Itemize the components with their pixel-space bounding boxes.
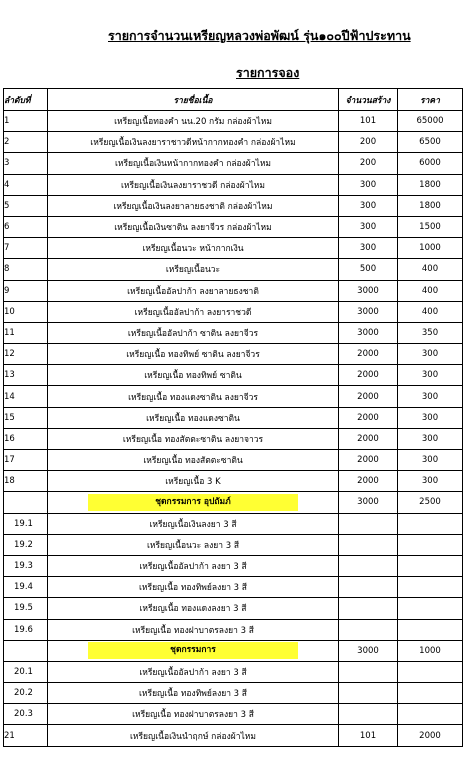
document-subtitle: รายการจอง	[236, 65, 300, 80]
item-quantity: 300	[339, 174, 398, 195]
table-section-row	[4, 640, 463, 661]
row-number: 15	[4, 407, 48, 428]
table-row	[4, 259, 463, 280]
item-name: เหรียญเนื้อ ทองสัตตะซาติน	[48, 450, 339, 471]
item-quantity: 2000	[339, 407, 398, 428]
table-row	[4, 683, 463, 704]
table-row	[4, 344, 463, 365]
item-quantity: 101	[339, 111, 398, 132]
row-number: 4	[4, 174, 48, 195]
row-number: 19.5	[4, 598, 48, 619]
item-quantity: 3000	[339, 322, 398, 343]
row-number: 19.4	[4, 577, 48, 598]
document-title: รายการจำนวนเหรียญหลวงพ่อพัฒน์ รุ่น๑๐๐ปีฟ้าประทาน	[108, 28, 411, 43]
row-number: 5	[4, 195, 48, 216]
item-name: เหรียญเนื้อ 3 K	[48, 471, 339, 492]
item-name: เหรียญเนื้อเงินลงยาราชวดี กล่องผ้าไหม	[48, 174, 339, 195]
section-label: ชุดกรรมการ อุปถัมภ์	[88, 494, 298, 511]
item-price: 1000	[398, 238, 463, 259]
row-number: 14	[4, 386, 48, 407]
table-header-row	[4, 89, 463, 111]
table-row	[4, 619, 463, 640]
item-quantity: 500	[339, 259, 398, 280]
item-name: เหรียญเนื้ออัลปาก้า ลงยา 3 สี	[48, 661, 339, 682]
item-name: เหรียญเนื้อ ทองแดงซาติน ลงยาจีวร	[48, 386, 339, 407]
row-number: 19.6	[4, 619, 48, 640]
item-price: 1800	[398, 195, 463, 216]
item-price: 400	[398, 280, 463, 301]
header-number: ลำดับที่	[4, 89, 48, 111]
item-name: เหรียญเนื้อ ทองฝาบาตรลงยา 3 สี	[48, 704, 339, 725]
row-number	[4, 492, 48, 513]
table-row	[4, 216, 463, 237]
item-quantity: 101	[339, 725, 398, 746]
row-number: 20.3	[4, 704, 48, 725]
item-name: เหรียญเนื้อเงินหน้ากากทองคำ กล่องผ้าไหม	[48, 153, 339, 174]
item-quantity	[339, 619, 398, 640]
item-name: เหรียญเนื้อ ทองทิพย์ ซาติน ลงยาจีวร	[48, 344, 339, 365]
table-row	[4, 555, 463, 576]
item-name: เหรียญเนื้อ ทองทิพย์ ซาติน	[48, 365, 339, 386]
item-name: เหรียญเนื้อนวะ	[48, 259, 339, 280]
item-quantity: 2000	[339, 471, 398, 492]
row-number: 13	[4, 365, 48, 386]
row-number: 18	[4, 471, 48, 492]
item-price: 1800	[398, 174, 463, 195]
item-quantity: 3000	[339, 280, 398, 301]
section-cell	[48, 492, 339, 513]
row-number: 2	[4, 132, 48, 153]
table-row	[4, 471, 463, 492]
item-price: 300	[398, 428, 463, 449]
row-number: 19.2	[4, 534, 48, 555]
item-quantity: 3000	[339, 301, 398, 322]
item-name: เหรียญเนื้ออัลปาก้า ซาติน ลงยาจีวร	[48, 322, 339, 343]
item-quantity: 300	[339, 238, 398, 259]
table-row	[4, 513, 463, 534]
item-name: เหรียญเนื้อเงินลงยา 3 สี	[48, 513, 339, 534]
item-price: 2500	[398, 492, 463, 513]
item-name: เหรียญเนื้อ ทองฝาบาตรลงยา 3 สี	[48, 619, 339, 640]
item-price: 400	[398, 259, 463, 280]
item-price: 300	[398, 407, 463, 428]
item-price: 6000	[398, 153, 463, 174]
table-row	[4, 428, 463, 449]
table-row	[4, 577, 463, 598]
item-price: 1500	[398, 216, 463, 237]
row-number: 6	[4, 216, 48, 237]
item-price	[398, 577, 463, 598]
item-price	[398, 683, 463, 704]
table-row	[4, 450, 463, 471]
table-row	[4, 280, 463, 301]
item-quantity	[339, 598, 398, 619]
table-row	[4, 598, 463, 619]
item-quantity: 300	[339, 216, 398, 237]
item-price: 300	[398, 471, 463, 492]
item-price	[398, 598, 463, 619]
item-price: 300	[398, 365, 463, 386]
row-number: 10	[4, 301, 48, 322]
item-quantity	[339, 513, 398, 534]
header-quantity: จำนวนสร้าง	[339, 89, 398, 111]
table-row	[4, 111, 463, 132]
item-name: เหรียญเนื้อนวะ ลงยา 3 สี	[48, 534, 339, 555]
item-quantity	[339, 577, 398, 598]
row-number: 7	[4, 238, 48, 259]
table-row	[4, 386, 463, 407]
item-price: 6500	[398, 132, 463, 153]
row-number: 16	[4, 428, 48, 449]
item-price: 350	[398, 322, 463, 343]
table-section-row	[4, 492, 463, 513]
item-quantity	[339, 661, 398, 682]
item-price	[398, 555, 463, 576]
row-number: 20.2	[4, 683, 48, 704]
row-number	[4, 640, 48, 661]
item-name: เหรียญเนื้อ ทองทิพย์ลงยา 3 สี	[48, 683, 339, 704]
medal-list-table	[3, 88, 463, 747]
item-name: เหรียญเนื้ออัลปาก้า ลงยาลายธงชาติ	[48, 280, 339, 301]
row-number: 8	[4, 259, 48, 280]
item-quantity: 200	[339, 132, 398, 153]
item-price: 2000	[398, 725, 463, 746]
item-name: เหรียญเนื้อนวะ หน้ากากเงิน	[48, 238, 339, 259]
item-quantity: 200	[339, 153, 398, 174]
item-quantity: 2000	[339, 386, 398, 407]
item-quantity	[339, 704, 398, 725]
row-number: 12	[4, 344, 48, 365]
item-name: เหรียญเนื้อเงินซาติน ลงยาจีวร กล่องผ้าไหม	[48, 216, 339, 237]
section-label: ชุดกรรมการ	[88, 642, 298, 659]
item-name: เหรียญเนื้อทองคำ นน.20 กรัม กล่องผ้าไหม	[48, 111, 339, 132]
item-name: เหรียญเนื้อ ทองสัตตะซาติน ลงยาจาวร	[48, 428, 339, 449]
row-number: 19.3	[4, 555, 48, 576]
row-number: 21	[4, 725, 48, 746]
item-name: เหรียญเนื้อ ทองแดงลงยา 3 สี	[48, 598, 339, 619]
table-row	[4, 301, 463, 322]
row-number: 11	[4, 322, 48, 343]
section-cell	[48, 640, 339, 661]
row-number: 19.1	[4, 513, 48, 534]
table-row	[4, 725, 463, 746]
item-quantity	[339, 555, 398, 576]
item-quantity	[339, 534, 398, 555]
item-quantity	[339, 683, 398, 704]
row-number: 9	[4, 280, 48, 301]
table-row	[4, 238, 463, 259]
item-quantity: 3000	[339, 640, 398, 661]
table-row	[4, 322, 463, 343]
table-row	[4, 195, 463, 216]
item-quantity: 2000	[339, 450, 398, 471]
table-row	[4, 132, 463, 153]
table-row	[4, 534, 463, 555]
item-name: เหรียญเนื้อเงินลงยาลายธงชาติ กล่องผ้าไหม	[48, 195, 339, 216]
item-price	[398, 619, 463, 640]
item-quantity: 2000	[339, 344, 398, 365]
item-price: 300	[398, 344, 463, 365]
item-price: 1000	[398, 640, 463, 661]
item-price	[398, 513, 463, 534]
item-price: 400	[398, 301, 463, 322]
row-number: 3	[4, 153, 48, 174]
table-row	[4, 365, 463, 386]
item-price: 300	[398, 386, 463, 407]
item-quantity: 300	[339, 195, 398, 216]
item-name: เหรียญเนื้ออัลปาก้า ลงยาราชวดี	[48, 301, 339, 322]
table-row	[4, 153, 463, 174]
item-name: เหรียญเนื้อเงินนำฤกษ์ กล่องผ้าไหม	[48, 725, 339, 746]
table-row	[4, 661, 463, 682]
row-number: 20.1	[4, 661, 48, 682]
item-quantity: 2000	[339, 365, 398, 386]
row-number: 1	[4, 111, 48, 132]
item-price: 65000	[398, 111, 463, 132]
item-name: เหรียญเนื้ออัลปาก้า ลงยา 3 สี	[48, 555, 339, 576]
item-name: เหรียญเนื้อ ทองแดงซาติน	[48, 407, 339, 428]
row-number: 17	[4, 450, 48, 471]
table-row	[4, 407, 463, 428]
item-name: เหรียญเนื้อ ทองทิพย์ลงยา 3 สี	[48, 577, 339, 598]
item-price: 300	[398, 450, 463, 471]
table-row	[4, 174, 463, 195]
item-quantity: 3000	[339, 492, 398, 513]
item-name: เหรียญเนื้อเงินลงยาราชาวดีหน้ากากทองคำ กล่องผ้าไหม	[48, 132, 339, 153]
header-item-name: รายชื่อเนื้อ	[48, 89, 339, 111]
item-price	[398, 661, 463, 682]
item-quantity: 2000	[339, 428, 398, 449]
header-price: ราคา	[398, 89, 463, 111]
item-price	[398, 704, 463, 725]
item-price	[398, 534, 463, 555]
table-body	[4, 111, 463, 747]
table-row	[4, 704, 463, 725]
